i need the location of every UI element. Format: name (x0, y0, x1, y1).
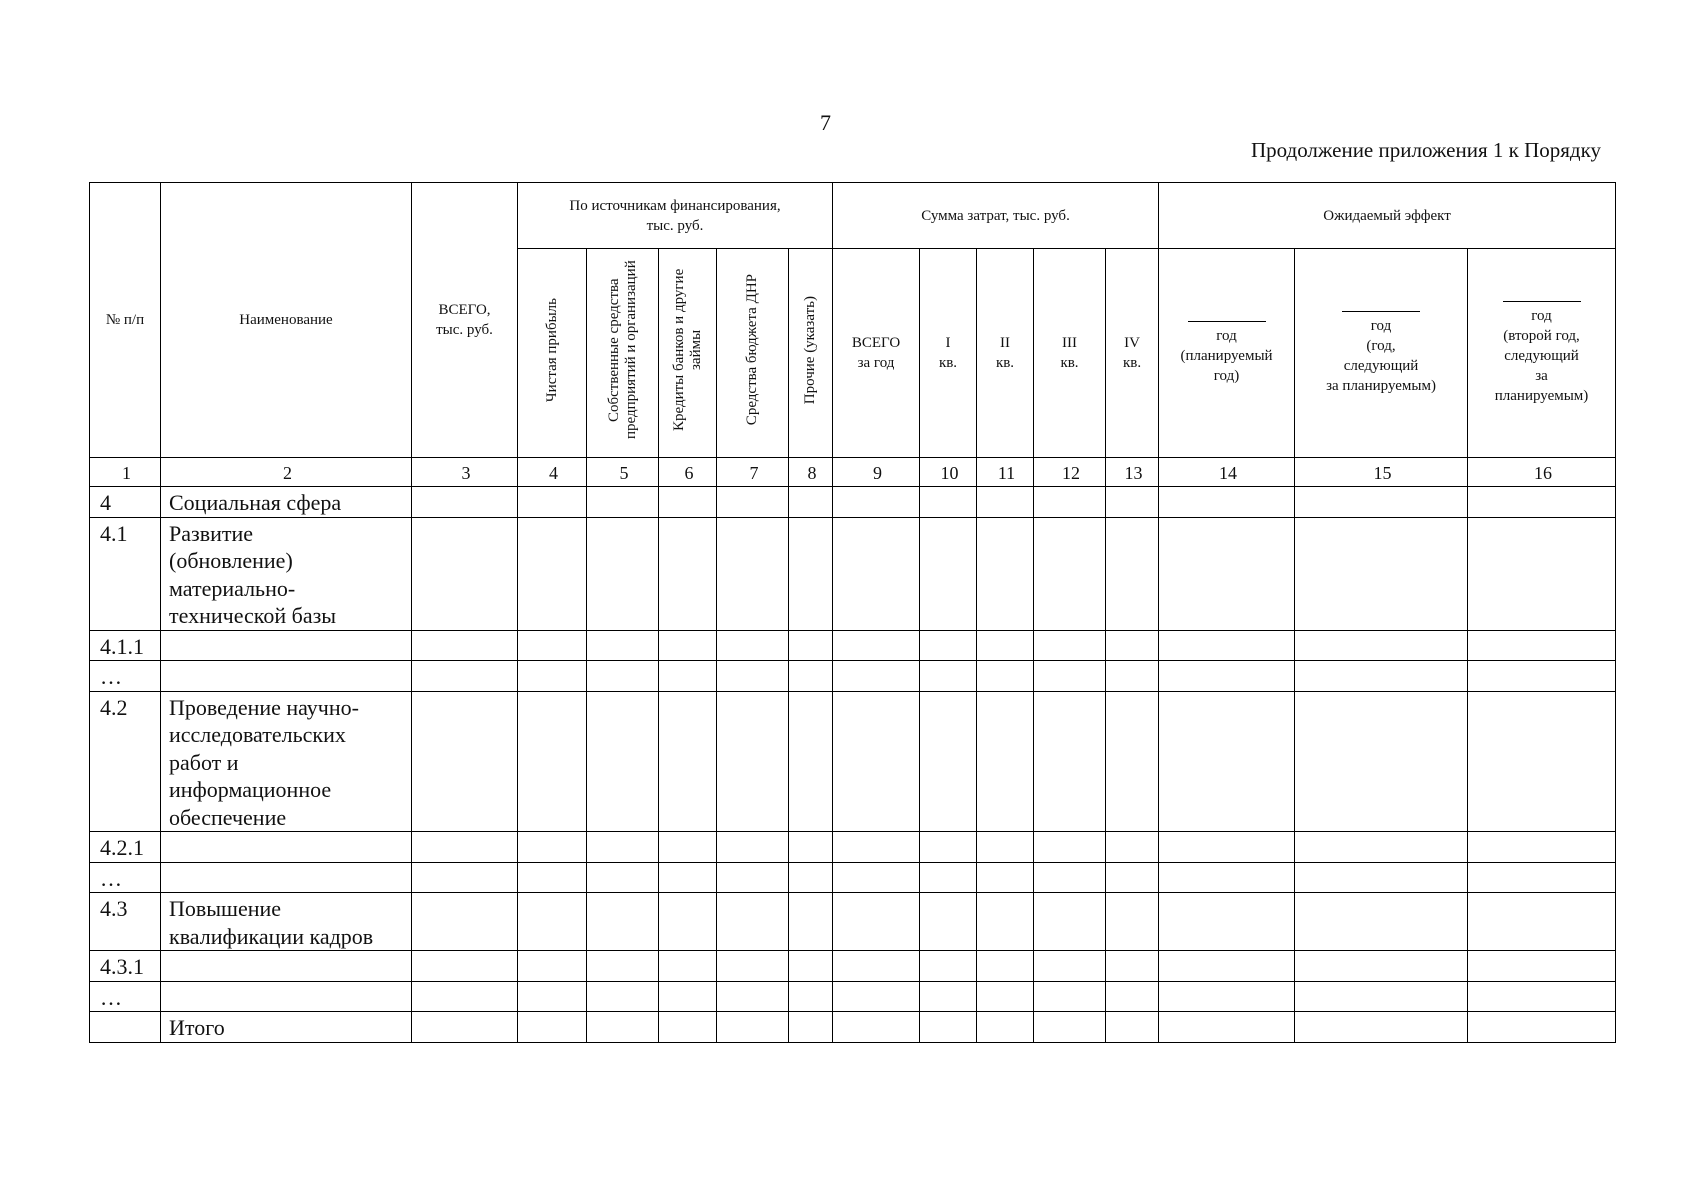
column-number: 5 (587, 458, 659, 487)
empty-cell (717, 1012, 789, 1043)
empty-cell (977, 1012, 1034, 1043)
empty-cell (833, 862, 920, 893)
empty-cell (833, 832, 920, 863)
header-financing-source: Кредиты банков и другие займы (659, 249, 717, 458)
empty-cell (833, 981, 920, 1012)
empty-cell (833, 630, 920, 661)
row-number: … (90, 661, 161, 692)
empty-cell (1034, 630, 1106, 661)
empty-cell (1159, 981, 1295, 1012)
empty-cell (518, 517, 587, 630)
empty-cell (1106, 517, 1159, 630)
empty-cell (587, 862, 659, 893)
empty-cell (659, 517, 717, 630)
empty-cell (659, 1012, 717, 1043)
empty-cell (789, 862, 833, 893)
empty-cell (659, 832, 717, 863)
empty-cell (1106, 487, 1159, 518)
header-cost-column: II кв. (977, 249, 1034, 458)
empty-cell (789, 487, 833, 518)
empty-cell (977, 981, 1034, 1012)
empty-cell (1106, 951, 1159, 982)
row-name: Повышение квалификации кадров (161, 893, 412, 951)
empty-cell (1295, 1012, 1468, 1043)
empty-cell (1468, 517, 1616, 630)
empty-cell (789, 893, 833, 951)
year-blank-line (1342, 311, 1420, 312)
empty-cell (412, 517, 518, 630)
empty-cell (1468, 862, 1616, 893)
column-number: 7 (717, 458, 789, 487)
empty-cell (412, 1012, 518, 1043)
table-row (90, 630, 1616, 661)
column-number: 9 (833, 458, 920, 487)
empty-cell (1159, 862, 1295, 893)
column-number: 16 (1468, 458, 1616, 487)
empty-cell (920, 981, 977, 1012)
empty-cell (587, 893, 659, 951)
empty-cell (1106, 893, 1159, 951)
header-cost-column: III кв. (1034, 249, 1106, 458)
empty-cell (1159, 661, 1295, 692)
column-number: 10 (920, 458, 977, 487)
empty-cell (1106, 832, 1159, 863)
empty-cell (1468, 630, 1616, 661)
empty-cell (412, 893, 518, 951)
row-name (161, 981, 412, 1012)
empty-cell (1034, 862, 1106, 893)
empty-cell (1159, 487, 1295, 518)
empty-cell (977, 832, 1034, 863)
empty-cell (1468, 951, 1616, 982)
empty-cell (977, 862, 1034, 893)
empty-cell (1295, 981, 1468, 1012)
column-number: 13 (1106, 458, 1159, 487)
empty-cell (412, 832, 518, 863)
empty-cell (789, 661, 833, 692)
header-financing-source: Собственные средства предприятий и организаций (587, 249, 659, 458)
empty-cell (1159, 1012, 1295, 1043)
empty-cell (977, 661, 1034, 692)
empty-cell (412, 661, 518, 692)
column-number: 14 (1159, 458, 1295, 487)
column-number: 6 (659, 458, 717, 487)
header-effect-column: год (планируемый год) (1159, 249, 1295, 458)
empty-cell (789, 951, 833, 982)
empty-cell (412, 487, 518, 518)
empty-cell (412, 630, 518, 661)
empty-cell (717, 517, 789, 630)
row-number: 4.1 (90, 517, 161, 630)
row-number (90, 1012, 161, 1043)
empty-cell (587, 691, 659, 832)
column-number: 8 (789, 458, 833, 487)
table-row (90, 893, 1616, 951)
empty-cell (977, 691, 1034, 832)
empty-cell (587, 487, 659, 518)
empty-cell (1295, 517, 1468, 630)
table-row (90, 661, 1616, 692)
empty-cell (518, 630, 587, 661)
empty-cell (920, 661, 977, 692)
empty-cell (1468, 487, 1616, 518)
header-num: № п/п (90, 183, 161, 458)
empty-cell (518, 893, 587, 951)
empty-cell (920, 862, 977, 893)
empty-cell (1106, 1012, 1159, 1043)
empty-cell (789, 1012, 833, 1043)
column-number: 1 (90, 458, 161, 487)
row-name (161, 862, 412, 893)
empty-cell (977, 893, 1034, 951)
row-number: 4.3 (90, 893, 161, 951)
empty-cell (1034, 1012, 1106, 1043)
empty-cell (1034, 832, 1106, 863)
empty-cell (659, 487, 717, 518)
column-number-row (90, 458, 1616, 487)
table-row (90, 832, 1616, 863)
empty-cell (1159, 517, 1295, 630)
header-financing-source: Прочие (указать) (789, 249, 833, 458)
empty-cell (1106, 981, 1159, 1012)
empty-cell (1034, 951, 1106, 982)
row-number: … (90, 981, 161, 1012)
header-effect-group: Ожидаемый эффект (1159, 183, 1616, 249)
empty-cell (789, 691, 833, 832)
column-number: 3 (412, 458, 518, 487)
empty-cell (1295, 630, 1468, 661)
empty-cell (717, 951, 789, 982)
empty-cell (412, 691, 518, 832)
header-financing-source: Средства бюджета ДНР (717, 249, 789, 458)
empty-cell (1295, 832, 1468, 863)
empty-cell (1034, 661, 1106, 692)
empty-cell (412, 862, 518, 893)
column-number: 2 (161, 458, 412, 487)
empty-cell (833, 517, 920, 630)
empty-cell (833, 893, 920, 951)
header-cost-column: IV кв. (1106, 249, 1159, 458)
empty-cell (977, 630, 1034, 661)
empty-cell (1295, 893, 1468, 951)
empty-cell (659, 862, 717, 893)
table-row (90, 517, 1616, 630)
empty-cell (587, 517, 659, 630)
row-name (161, 630, 412, 661)
row-number: 4.2 (90, 691, 161, 832)
empty-cell (518, 487, 587, 518)
empty-cell (717, 981, 789, 1012)
empty-cell (1106, 661, 1159, 692)
empty-cell (717, 893, 789, 951)
empty-cell (518, 832, 587, 863)
empty-cell (717, 661, 789, 692)
empty-cell (1159, 691, 1295, 832)
empty-cell (1034, 893, 1106, 951)
header-cost-group: Сумма затрат, тыс. руб. (833, 183, 1159, 249)
empty-cell (833, 1012, 920, 1043)
empty-cell (789, 630, 833, 661)
empty-cell (1295, 951, 1468, 982)
empty-cell (587, 630, 659, 661)
empty-cell (587, 951, 659, 982)
header-cost-column: I кв. (920, 249, 977, 458)
empty-cell (587, 1012, 659, 1043)
empty-cell (833, 487, 920, 518)
empty-cell (1468, 893, 1616, 951)
empty-cell (1295, 661, 1468, 692)
row-number: … (90, 862, 161, 893)
empty-cell (1295, 487, 1468, 518)
empty-cell (412, 951, 518, 982)
empty-cell (1468, 981, 1616, 1012)
empty-cell (587, 981, 659, 1012)
header-name: Наименование (161, 183, 412, 458)
empty-cell (1468, 691, 1616, 832)
table-row (90, 1012, 1616, 1043)
empty-cell (833, 661, 920, 692)
empty-cell (977, 951, 1034, 982)
empty-cell (587, 661, 659, 692)
empty-cell (659, 661, 717, 692)
row-name: Итого (161, 1012, 412, 1043)
empty-cell (1468, 661, 1616, 692)
column-number: 4 (518, 458, 587, 487)
header-effect-column: год (второй год, следующий за планируемым) (1468, 249, 1616, 458)
empty-cell (518, 951, 587, 982)
empty-cell (587, 832, 659, 863)
empty-cell (1106, 630, 1159, 661)
empty-cell (789, 981, 833, 1012)
empty-cell (717, 630, 789, 661)
row-name (161, 832, 412, 863)
table-row (90, 691, 1616, 832)
empty-cell (1034, 691, 1106, 832)
empty-cell (1468, 1012, 1616, 1043)
empty-cell (920, 630, 977, 661)
row-number: 4.2.1 (90, 832, 161, 863)
empty-cell (717, 487, 789, 518)
empty-cell (1159, 832, 1295, 863)
column-number: 11 (977, 458, 1034, 487)
empty-cell (789, 517, 833, 630)
empty-cell (1159, 951, 1295, 982)
empty-cell (1106, 691, 1159, 832)
empty-cell (1034, 487, 1106, 518)
empty-cell (789, 832, 833, 863)
header-financing-source: Чистая прибыль (518, 249, 587, 458)
empty-cell (1468, 832, 1616, 863)
empty-cell (717, 832, 789, 863)
row-name: Развитие (обновление) материально- технической базы (161, 517, 412, 630)
header-cost-column: ВСЕГО за год (833, 249, 920, 458)
empty-cell (977, 487, 1034, 518)
empty-cell (1034, 517, 1106, 630)
empty-cell (920, 893, 977, 951)
empty-cell (920, 832, 977, 863)
empty-cell (659, 893, 717, 951)
empty-cell (659, 981, 717, 1012)
page-number: 7 (820, 110, 831, 135)
empty-cell (412, 981, 518, 1012)
row-name: Проведение научно- исследовательских работ и информационное обеспечение (161, 691, 412, 832)
empty-cell (1159, 893, 1295, 951)
empty-cell (1295, 862, 1468, 893)
empty-cell (518, 981, 587, 1012)
empty-cell (977, 517, 1034, 630)
appendix-note: Продолжение приложения 1 к Порядку (1250, 138, 1601, 162)
empty-cell (518, 691, 587, 832)
year-blank-line (1503, 301, 1581, 302)
empty-cell (920, 951, 977, 982)
empty-cell (920, 1012, 977, 1043)
empty-cell (920, 517, 977, 630)
row-name (161, 661, 412, 692)
column-number: 12 (1034, 458, 1106, 487)
empty-cell (518, 862, 587, 893)
empty-cell (833, 691, 920, 832)
row-name (161, 951, 412, 982)
table-row (90, 862, 1616, 893)
empty-cell (1034, 981, 1106, 1012)
empty-cell (920, 487, 977, 518)
row-number: 4.1.1 (90, 630, 161, 661)
empty-cell (920, 691, 977, 832)
table-row (90, 951, 1616, 982)
column-number: 15 (1295, 458, 1468, 487)
table-row (90, 981, 1616, 1012)
empty-cell (659, 691, 717, 832)
row-number: 4 (90, 487, 161, 518)
header-financing-group: По источникам финансирования, тыс. руб. (518, 183, 833, 249)
investment-table (89, 182, 1616, 1043)
empty-cell (717, 862, 789, 893)
header-effect-column: год (год, следующий за планируемым) (1295, 249, 1468, 458)
empty-cell (1295, 691, 1468, 832)
year-blank-line (1188, 321, 1266, 322)
empty-cell (1159, 630, 1295, 661)
table-body (90, 458, 1616, 1043)
empty-cell (1106, 862, 1159, 893)
empty-cell (833, 951, 920, 982)
row-number: 4.3.1 (90, 951, 161, 982)
empty-cell (518, 1012, 587, 1043)
empty-cell (717, 691, 789, 832)
table-row (90, 487, 1616, 518)
empty-cell (659, 951, 717, 982)
empty-cell (659, 630, 717, 661)
header-total: ВСЕГО, тыс. руб. (412, 183, 518, 458)
row-name: Социальная сфера (161, 487, 412, 518)
empty-cell (518, 661, 587, 692)
